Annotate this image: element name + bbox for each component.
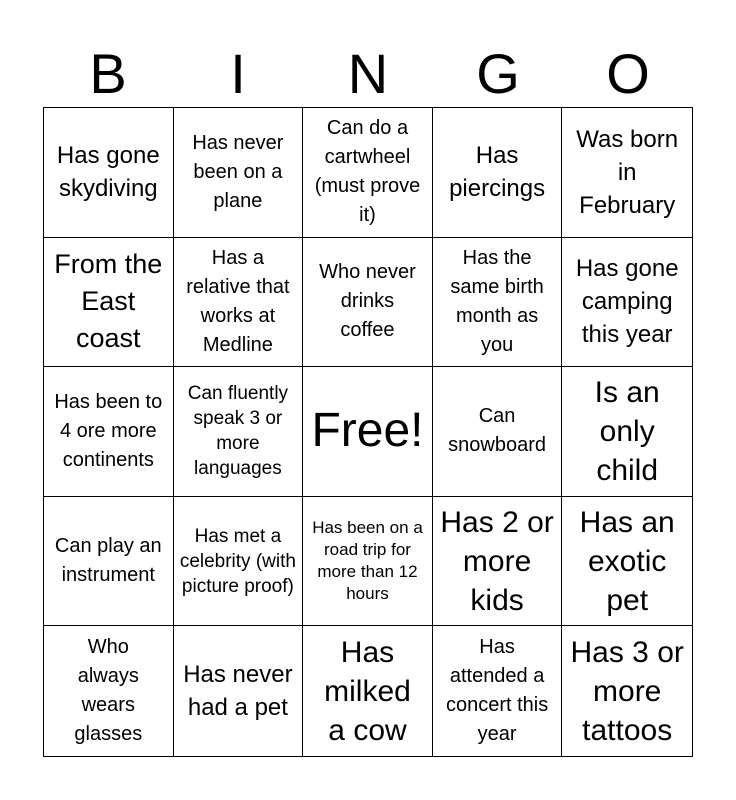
bingo-cell-label: Can snowboard — [448, 405, 547, 457]
bingo-cell-label: Has never had a pet — [183, 661, 293, 722]
bingo-cell[interactable] — [44, 626, 174, 756]
bingo-cell[interactable] — [303, 108, 433, 238]
bingo-cell[interactable] — [562, 497, 692, 627]
bingo-header — [43, 40, 693, 108]
bingo-cell[interactable] — [433, 497, 563, 627]
bingo-cell[interactable] — [174, 497, 304, 627]
bingo-cell-label: Has gone skydiving — [56, 142, 160, 203]
header-letter-i: I — [230, 42, 246, 105]
bingo-cell-label: Has a relative that works at Medline — [186, 246, 290, 356]
bingo-cell[interactable] — [44, 238, 174, 368]
header-letter-b: B — [89, 42, 127, 105]
bingo-grid — [43, 107, 693, 757]
bingo-cell-label: Was born in February — [576, 125, 679, 219]
bingo-cell-label: Has 3 or more tattoos — [570, 635, 684, 747]
bingo-cell-label: Has 2 or more kids — [440, 505, 554, 617]
bingo-cell-label: Is an only child — [594, 375, 660, 487]
bingo-cell-label: Has gone camping this year — [575, 255, 679, 349]
bingo-cell-label: Has been to 4 ore more continents — [54, 390, 163, 471]
header-letter-o: O — [606, 42, 650, 105]
bingo-cell-label: From the East coast — [54, 249, 163, 354]
bingo-cell[interactable] — [174, 626, 304, 756]
header-letter-n: N — [347, 42, 389, 105]
bingo-cell-label: Has never been on a plane — [192, 131, 284, 212]
bingo-cell[interactable] — [174, 238, 304, 368]
bingo-cell[interactable] — [562, 626, 692, 756]
bingo-cell[interactable] — [433, 367, 563, 497]
bingo-cell[interactable] — [44, 367, 174, 497]
bingo-cell[interactable] — [433, 108, 563, 238]
bingo-cell[interactable] — [303, 497, 433, 627]
bingo-cell[interactable] — [174, 108, 304, 238]
bingo-cell[interactable] — [44, 108, 174, 238]
bingo-cell-label: Has met a celebrity (with picture proof) — [179, 525, 296, 597]
bingo-cell-label: Can fluently speak 3 or more languages — [187, 383, 289, 480]
bingo-cell[interactable] — [303, 626, 433, 756]
bingo-cell[interactable] — [562, 108, 692, 238]
bingo-cell[interactable] — [433, 626, 563, 756]
bingo-cell[interactable] — [433, 238, 563, 368]
bingo-cell[interactable] — [562, 367, 692, 497]
bingo-cell-label: Who always wears glasses — [74, 636, 143, 746]
bingo-cell-label: Has the same birth month as you — [450, 246, 544, 356]
bingo-cell[interactable] — [174, 367, 304, 497]
header-letter-g: G — [476, 42, 520, 105]
bingo-cell-label: Can do a cartwheel (must prove it) — [314, 117, 421, 227]
bingo-cell-label: Has attended a concert this year — [445, 636, 549, 746]
bingo-cell-label: Has piercings — [449, 142, 546, 203]
free-space[interactable] — [303, 367, 433, 497]
bingo-cell[interactable] — [44, 497, 174, 627]
bingo-cell-label: Has an exotic pet — [579, 505, 675, 617]
bingo-cell-label: Who never drinks coffee — [319, 261, 416, 342]
bingo-cell[interactable] — [562, 238, 692, 368]
bingo-cell-label: Has been on a road trip for more than 12 hours — [312, 518, 423, 604]
bingo-cell-label: Can play an instrument — [54, 535, 162, 587]
bingo-cell-label: Has milked a cow — [324, 635, 411, 747]
bingo-cell[interactable] — [303, 238, 433, 368]
free-space-label: Free! — [311, 404, 424, 458]
